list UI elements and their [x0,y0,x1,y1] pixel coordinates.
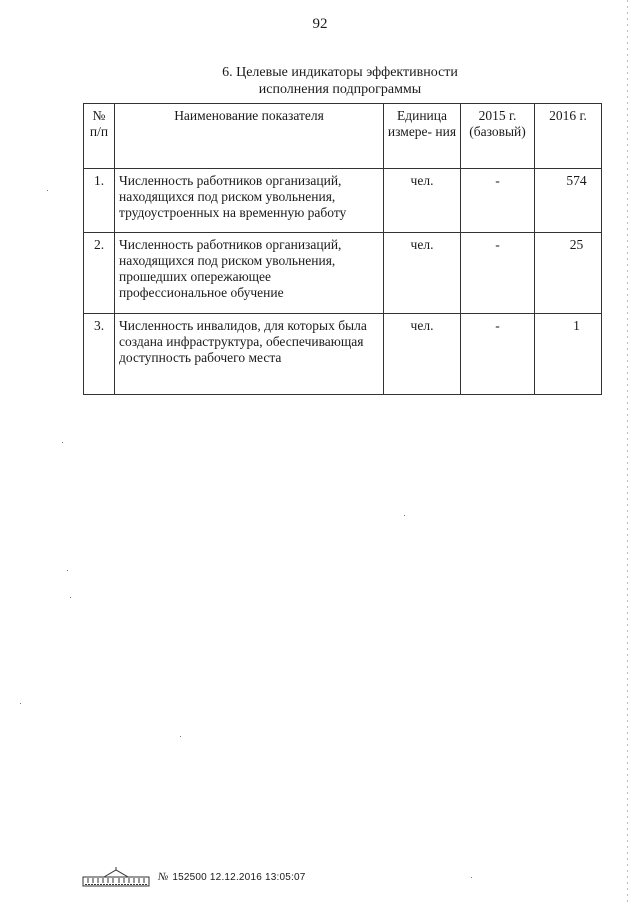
registration-number-mark: № [158,871,169,883]
indicator-unit: чел. [384,169,461,233]
scan-edge-line [627,0,628,905]
row-number: 3. [84,314,115,395]
indicator-name: Численность работников организаций, находящихся под риском увольнения, трудоустроенных на временную работу [115,169,384,233]
section-title-line-2: исполнения подпрограммы [258,82,422,97]
table-row [84,314,602,395]
table-header-row [84,104,602,169]
header-indicator-name: Наименование показателя [115,104,384,169]
indicator-target-value: 574 [535,169,602,233]
row-number: 1. [84,169,115,233]
document-footer [82,866,305,888]
table-row [84,233,602,314]
scan-speck [70,597,71,598]
page-number: 92 [312,16,328,32]
indicator-base-value: - [461,169,535,233]
table-row [84,169,602,233]
registration-number-timestamp: 152500 12.12.2016 13:05:07 [172,871,306,883]
header-base-year: 2015 г. (базовый) [461,104,535,169]
scan-speck [47,190,48,191]
indicator-target-value: 1 [535,314,602,395]
header-target-year: 2016 г. [535,104,602,169]
header-number: № п/п [84,104,115,169]
indicator-base-value: - [461,233,535,314]
scan-speck [62,442,63,443]
indicator-target-value: 25 [535,233,602,314]
government-building-logo [82,867,150,887]
scan-speck [67,570,68,571]
indicator-unit: чел. [384,233,461,314]
section-title [150,64,530,98]
scan-speck [404,515,405,516]
row-number: 2. [84,233,115,314]
indicator-base-value: - [461,314,535,395]
header-unit: Единица измере- ния [384,104,461,169]
section-title-line-1: 6. Целевые индикаторы эффективности [222,65,458,80]
indicator-unit: чел. [384,314,461,395]
indicator-name: Численность работников организаций, находящихся под риском увольнения, прошедших опережающее профессиональное обучение [115,233,384,314]
indicator-name: Численность инвалидов, для которых была создана инфраструктура, обеспечивающая доступность рабочего места [115,314,384,395]
scan-speck [20,703,21,704]
scan-speck [471,877,472,878]
indicators-table [83,103,602,395]
scan-speck [180,736,181,737]
